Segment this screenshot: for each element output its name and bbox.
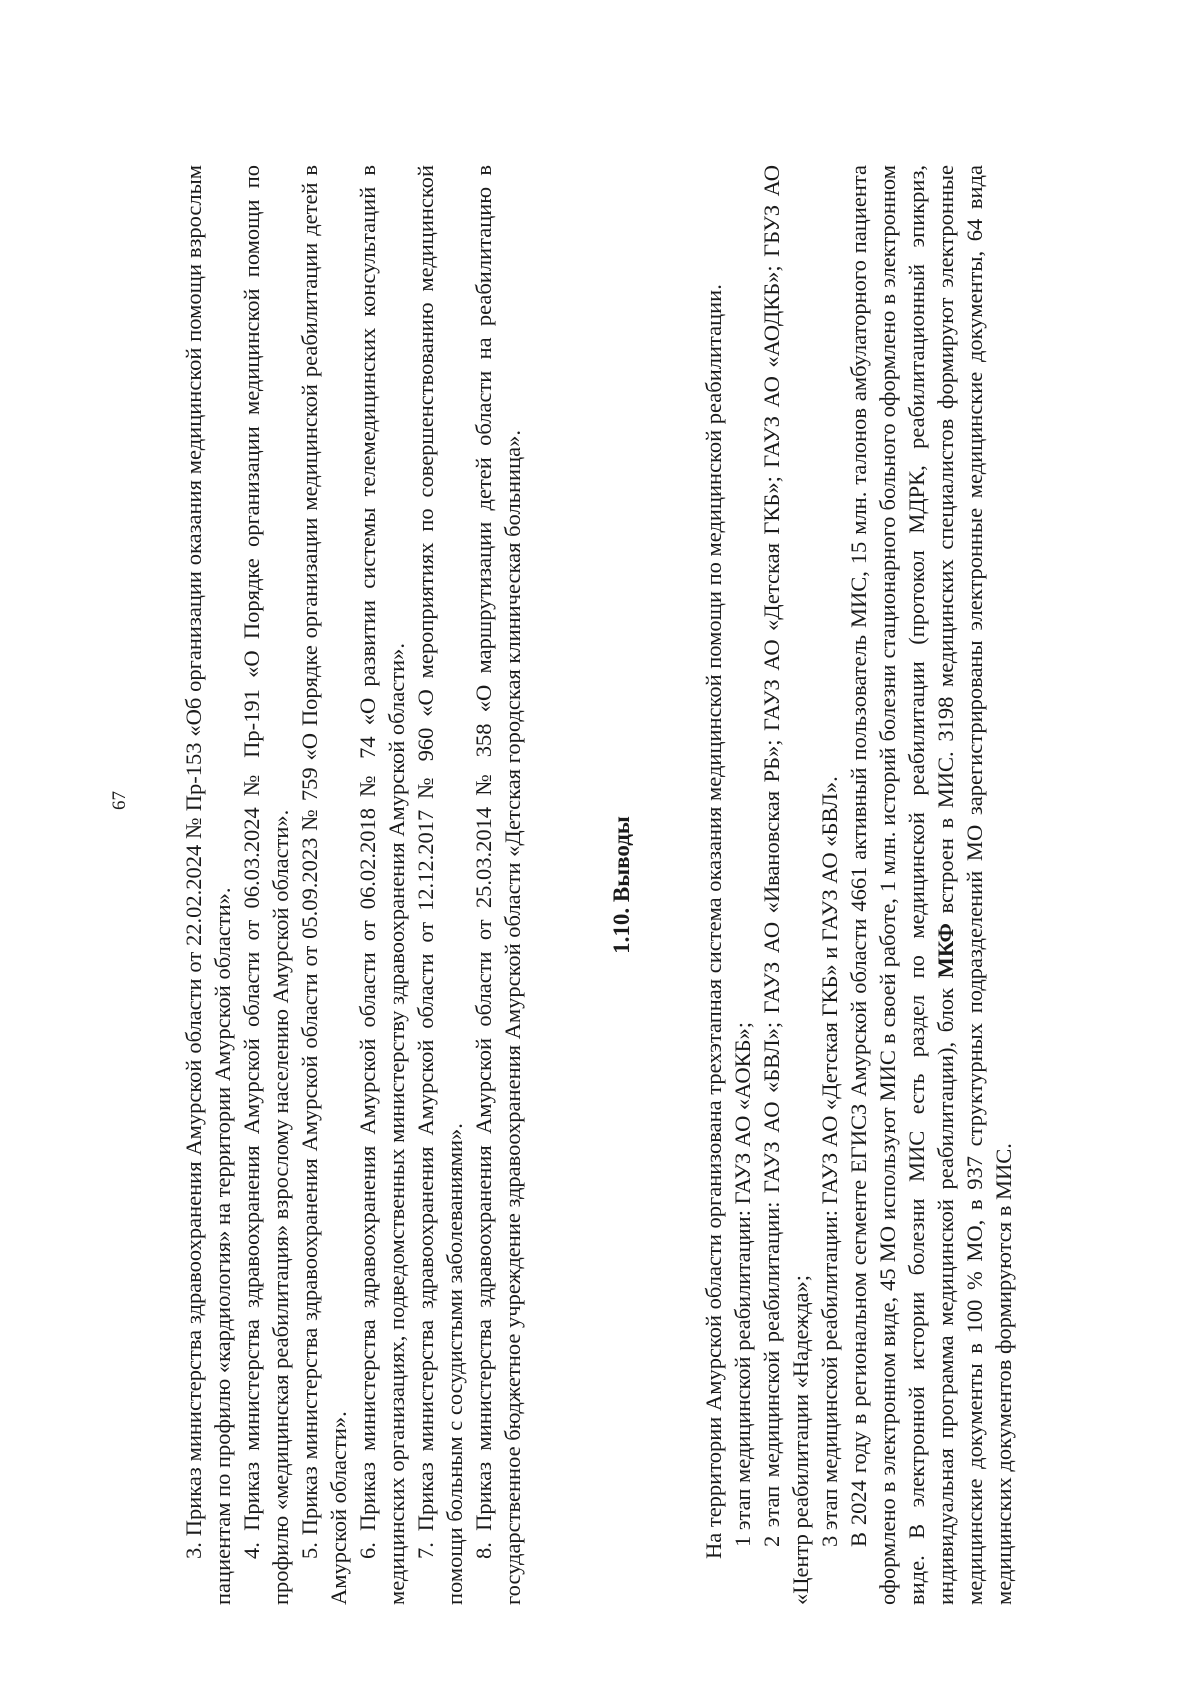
page-content xyxy=(179,165,1018,1605)
conclusion-intro: На территории Амурской области организована трехэтапная система оказания медицинской помощи по медицинской реабилитации. xyxy=(701,284,726,1559)
order-item: 7. Приказ министерства здравоохранения Амурской области от 12.12.2017 № 960 «О мероприятиях по совершенствованию медицинской помощи больным с сосудистыми заболеваниями». xyxy=(413,165,467,1605)
section-heading: 1.10. Выводы xyxy=(609,816,634,954)
order-item: 3. Приказ министерства здравоохранения Амурской области от 22.02.2024 № Пр-153 «Об организации оказания медицинской помощи взрослым пациентам по профилю «кардиология» на территории Амурской области». xyxy=(181,165,235,1605)
order-item: 6. Приказ министерства здравоохранения Амурской области от 06.02.2018 № 74 «О развитии системы телемедицинских консультаций в медицинских организациях, подведомственных министерству здравоохранения Амурской области». xyxy=(355,165,409,1605)
order-item: 5. Приказ министерства здравоохранения Амурской области от 05.09.2023 № 759 «О Порядке организации медицинской реабилитации детей в Амурской области». xyxy=(297,165,351,1605)
rehab-stage-1: 1 этап медицинской реабилитации: ГАУЗ АО «АОКБ»; xyxy=(730,1022,755,1547)
rotated-page xyxy=(109,165,1109,1605)
order-item: 8. Приказ министерства здравоохранения Амурской области от 25.03.2014 № 358 «О маршрутизации детей области на реабилитацию в государственное бюджетное учреждение здравоохранения Амурской области «Детская городская клиническая больница». xyxy=(471,165,525,1605)
mis-bold-term: МКФ xyxy=(933,923,958,979)
mis-text-part-2: встроен в МИС. 3198 медицинских специалистов формируют электронные медицинские документы в 100 % МО, в 937 структурных подразделений МО зарегистрированы электронные медицинские документы, 64 вида медицинских документов формируются в МИС. xyxy=(933,164,1016,1605)
rehab-stage-2: 2 этап медицинской реабилитации: ГАУЗ АО «БВЛ»; ГАУЗ АО «Ивановская РБ»; ГАУЗ АО «Детская ГКБ»; ГАУЗ АО «АОДКБ»; ГБУЗ АО «Центр реабилитации «Надежда»; xyxy=(759,165,813,1605)
mis-text-part-1: В 2024 году в региональном сегменте ЕГИСЗ Амурской области 4661 активный пользователь МИС, 15 млн. талонов амбулаторного пациента оформлено в электронном виде, 45 МО используют МИС в своей работе, 1 млн. историй болезни стационарного больного оформлено в электронном виде. В электронной истории болезни МИС есть раздел по медицинской реабилитации (протокол МДРК, реабилитационный эпикриз, индивидуальная программа медицинской реабилитации), блок xyxy=(846,165,958,1605)
mis-paragraph xyxy=(844,165,1018,1605)
rehab-stage-3: 3 этап медицинской реабилитации: ГАУЗ АО «Детская ГКБ» и ГАУЗ АО «БВЛ». xyxy=(817,776,842,1547)
order-item: 4. Приказ министерства здравоохранения Амурской области от 06.03.2024 № Пр-191 «О Порядке организации медицинской помощи по профилю «медицинская реабилитация» взрослому населению Амурской области». xyxy=(239,165,293,1605)
page-number: 67 xyxy=(109,791,130,810)
